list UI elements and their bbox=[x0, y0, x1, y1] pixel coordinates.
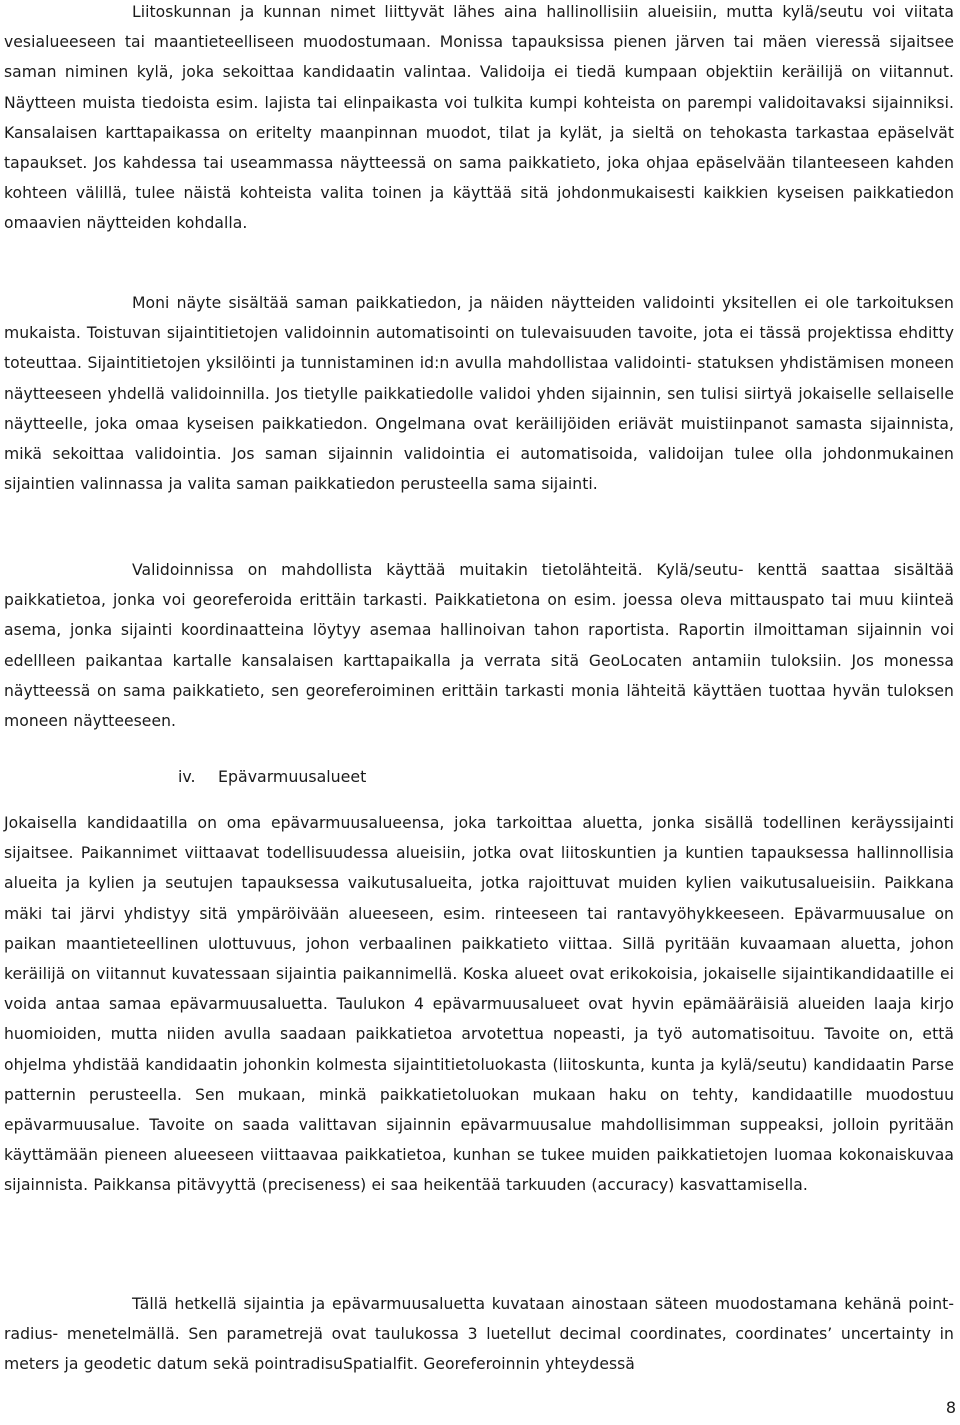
paragraph-other-sources: Validoinnissa on mahdollista käyttää muitakin tietolähteitä. Kylä/seutu- kenttä saattaa sisältää paikkatietoa, jonka voi georeferoida erittäin tarkasti. Paikkatietona on esim. joessa oleva mittauspato tai muu kiinteä asema, jonka sijainti koordinaatteina löytyy asemaa hallinoivan tahon raportista. Raportin ilmoittaman sijainnin voi edellleen paikantaa kartalle kansalaisen karttapaikalla ja verrata sitä GeoLocaten antamiin tuloksiin. Jos monessa näytteessä on sama paikkatieto, sen georeferoiminen erittäin tarkasti monia lähteitä käyttäen tuottaa hyvän tuloksen moneen näytteeseen. bbox=[4, 561, 954, 731]
paragraph-uncertainty-areas: Jokaisella kandidaatilla on oma epävarmuusalueensa, joka tarkoittaa aluetta, jonka sisällä todellinen keräyssijainti sijaitsee. Paikannimet viittaavat todellisuudessa alueisiin, jotka ovat liitoskuntien ja kuntien tapauksessa hallinnollisia alueita ja kylien ja seutujen tapauksessa vaikutusalueita, jotka rajoittuvat muiden kylien vaikutusalueisiin. Paikkana mäki tai järvi yhdistyy sitä ympäröivään alueeseen, esim. rinteeseen tai rantavyöhykkeeseen. Epävarmuusalue on paikan maantieteellinen ulottuvuus, johon verbaalinen paikkatieto viittaa. Sillä pyritään kuvaamaan aluetta, johon keräilijä on viitannut kuvatessaan sijaintia paikannimellä. Koska alueet ovat erikokoisia, jokaiselle sijaintikandidaatille ei voida antaa samaa epävarmuusaluetta. Taulukon 4 epävarmuusalueet ovat hyvin epämääräisiä alueiden laaja kirjo huomioiden, mutta niiden avulla saadaan paikkatietoa arvotettua nopeasti, ja työ automatisoituu. Tavoite on, että ohjelma yhdistää kandidaatin johonkin kolmesta sijaintitietoluokasta (liitoskunta, kunta ja kylä/seutu) kandidaatin Parse patternin perusteella. Sen mukaan, minkä paikkatietoluokan mukaan haku on tehty, kandidaatille muodostuu epävarmuusalue. Tavoite on saada valittavan sijainnin epävarmuusalue mahdollisimman suppeaksi, jolloin pyritään käyttämään pieneen alueeseen viittaavaa paikkatietoa, kunhan se tukee muiden paikkatietojen luomaa kokonaiskuvaa sijainnista. Paikkansa pitävyyttä (preciseness) ei saa heikentää tarkuuden (accuracy) kasvattamisella. bbox=[4, 814, 954, 1195]
paragraph-point-radius: Tällä hetkellä sijaintia ja epävarmuusaluetta kuvataan ainostaan säteen muodostamana kehänä point- radius- menetelmällä. Sen parametrejä ovat taulukossa 3 luetellut decimal coordinates, coordinates’ uncertainty in meters ja geodetic datum sekä pointradisuSpatialfit. Georeferoinnin yhteydessä bbox=[4, 1295, 954, 1374]
section-heading bbox=[178, 762, 366, 792]
section-heading-title: Epävarmuusalueet bbox=[218, 767, 367, 786]
page-number: 8 bbox=[945, 1398, 956, 1417]
section-heading-number: iv. bbox=[178, 767, 196, 786]
paragraph-place-name-ambiguity: Liitoskunnan ja kunnan nimet liittyvät lähes aina hallinollisiin alueisiin, mutta kylä/seutu voi viitata vesialueeseen tai maantieteelliseen muodostumaan. Monissa tapauksissa pienen järven tai mäen vieressä sijaitsee saman niminen kylä, joka sekoittaa kandidaatin valintaa. Validoija ei tiedä kumpaan objektiin keräilijä on viitannut. Näytteen muista tiedoista esim. lajista tai elinpaikasta voi tulkita kumpi kohteista on parempi validoitavaksi sijainniksi. Kansalaisen karttapaikassa on eritelty maanpinnan muodot, tilat ja kylät, ja sieltä on tehokasta tarkastaa epäselvät tapaukset. Jos kahdessa tai useammassa näytteessä on sama paikkatieto, joka ohjaa epäselvään tilanteeseen kahden kohteen välillä, tulee näistä kohteista valita toinen ja käyttää sitä johdonmukaisesti kaikkien kyseisen paikkatiedon omaavien näytteiden kohdalla. bbox=[4, 3, 954, 233]
paragraph-repeated-locality-validation: Moni näyte sisältää saman paikkatiedon, ja näiden näytteiden validointi yksitellen ei ole tarkoituksen mukaista. Toistuvan sijaintitietojen validoinnin automatisointi on tulevaisuuden tavoite, jota ei tässä projektissa ehditty toteuttaa. Sijaintitietojen yksilöinti ja tunnistaminen id:n avulla mahdollistaa validointi- statuksen yhdistämisen moneen näytteeseen yhdellä validoinnilla. Jos tietylle paikkatiedolle validoi yhden sijainnin, sen tulisi siirtyä jokaiselle sellaiselle näytteelle, joka omaa kyseisen paikkatiedon. Ongelmana ovat keräilijöiden eriävät muistiinpanot samasta sijainnista, mikä sekoittaa validointia. Jos saman sijainnin validointia ei automatisoida, validoijan tulee olla johdonmukainen sijaintien valinnassa ja valita saman paikkatiedon perusteella sama sijainti. bbox=[4, 294, 954, 494]
